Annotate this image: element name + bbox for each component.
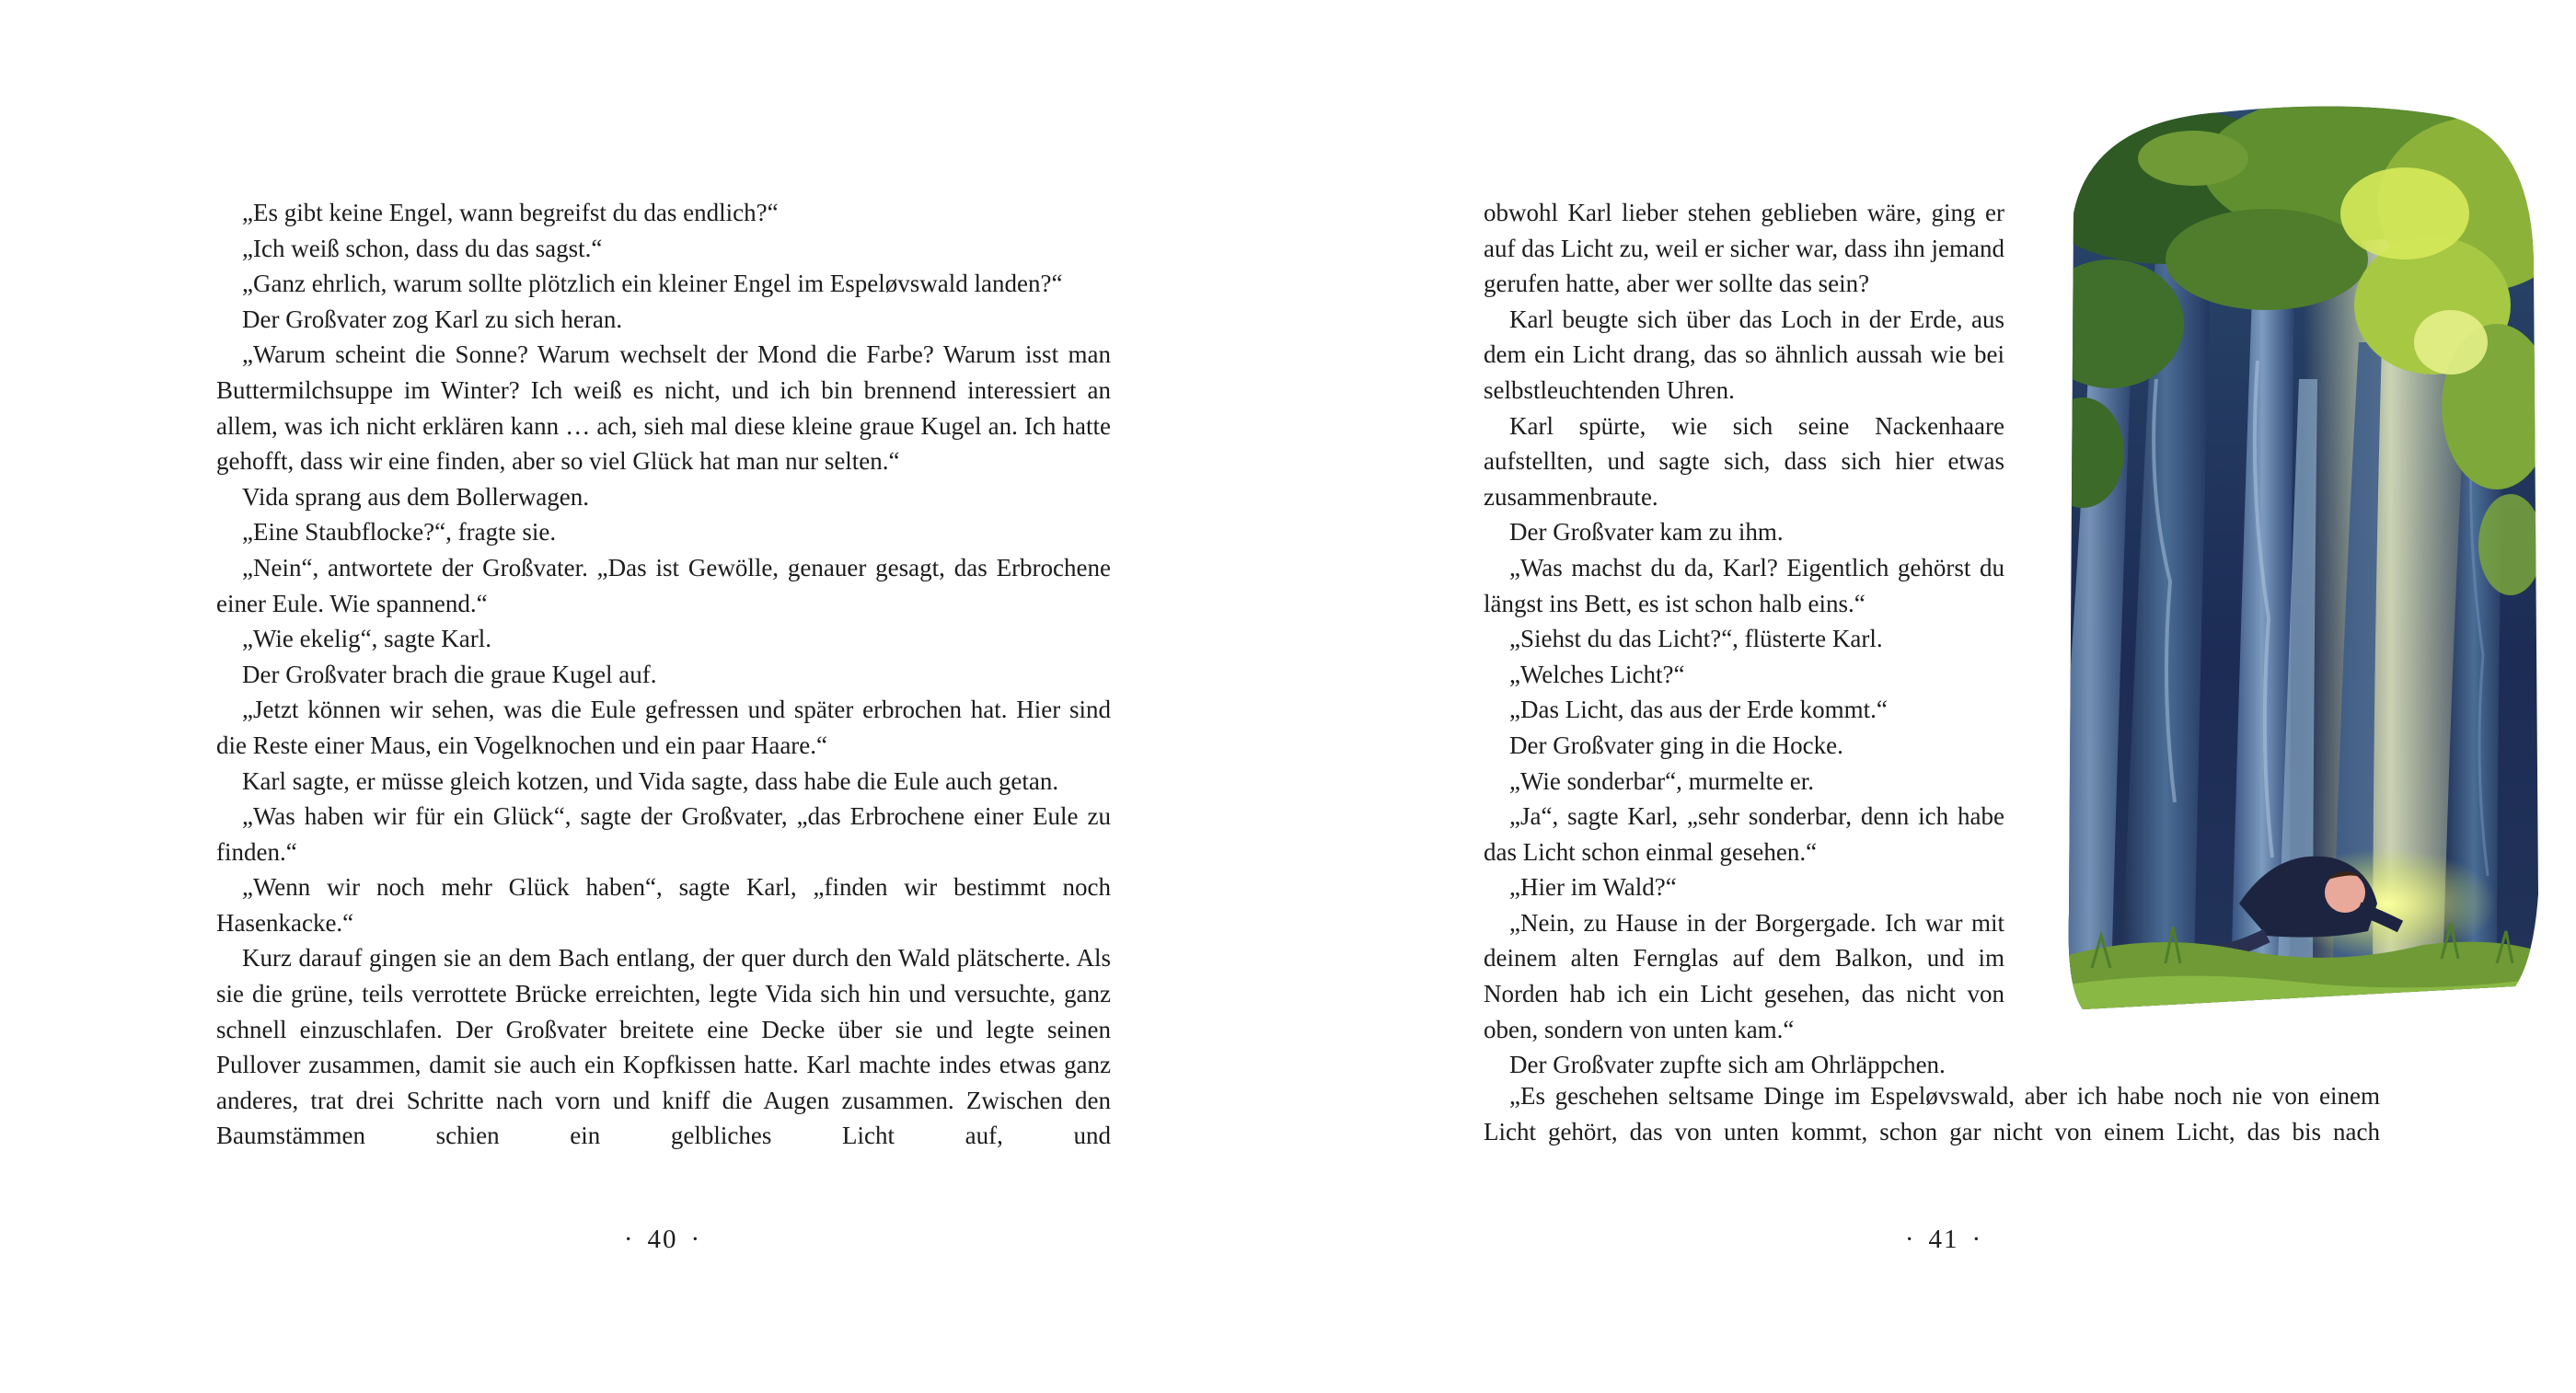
paragraph: „Warum scheint die Sonne? Warum wechselt der Mond die Farbe? Warum isst man Buttermilchsuppe im Winter? Ich weiß es nicht, und ich bin brennend interessiert an allem, was ich nicht erklären kann … ach, sieh mal diese kleine graue Kugel an. Ich hatte gehofft, dass wir eine finden, aber so viel Glück hat man nur selten.“ — [216, 340, 1111, 476]
page-number-dot: · — [623, 1225, 635, 1254]
paragraph: „Jetzt können wir sehen, was die Eule gefressen und später erbrochen hat. Hier sind die Reste einer Maus, ein Vogelknochen und ein paar Haare.“ — [216, 696, 1111, 759]
paragraph: Karl beugte sich über das Loch in der Erde, aus dem ein Licht drang, das so ähnlich aussah wie bei selbstleuchtenden Uhren. — [1484, 305, 2004, 404]
right-page — [1288, 0, 2576, 1393]
paragraph: „Was haben wir für ein Glück“, sagte der Großvater, „das Erbrochene einer Eule zu finden.“ — [216, 802, 1111, 866]
paragraph: „Ich weiß schon, dass du das sagst.“ — [242, 234, 603, 262]
page-number-dot: · — [690, 1225, 702, 1254]
page-number-value: 40 — [647, 1225, 678, 1254]
paragraph: „Was machst du da, Karl? Eigentlich gehörst du längst ins Bett, es ist schon halb eins.“ — [1484, 553, 2004, 617]
paragraph: Karl sagte, er müsse gleich kotzen, und Vida sagte, dass habe die Eule auch getan. — [242, 766, 1059, 795]
paragraph: „Welches Licht?“ — [1509, 660, 1685, 688]
paragraph: Der Großvater kam zu ihm. — [1509, 518, 1784, 547]
paragraph: „Wie ekelig“, sagte Karl. — [242, 625, 492, 653]
right-page-text-beside-illustration — [1484, 195, 2004, 1083]
paragraph: „Wenn wir noch mehr Glück haben“, sagte Karl, „finden wir bestimmt noch Hasenkacke.“ — [216, 873, 1111, 937]
paragraph: Vida sprang aus dem Bollerwagen. — [242, 482, 590, 511]
paragraph: Kurz darauf gingen sie an dem Bach entlang, der quer durch den Wald plätscherte. Als sie die grüne, teils verrottete Brücke erreichten, legte Vida sich hin und versuchte, ganz schnell einzuschlafen. Der Großvater breitete eine Decke über sie und legte seinen Pullover zusammen, damit sie auch ein Kopfkissen hatte. Karl machte indes etwas ganz anderes, trat drei Schritte nach vorn und kniff die Augen zusammen. Zwischen den Baumstämmen schien ein gelbliches Licht auf, und — [216, 944, 1111, 1150]
paragraph: Karl spürte, wie sich seine Nackenhaare aufstellten, und sagte sich, dass sich hier etwas zusammenbraute. — [1484, 411, 2004, 511]
forest-light-illustration — [2055, 103, 2548, 1019]
paragraph: „Ja“, sagte Karl, „sehr sonderbar, denn ich habe das Licht schon einmal gesehen.“ — [1484, 802, 2004, 866]
page-number — [1852, 1225, 2036, 1255]
paragraph: „Wie sonderbar“, murmelte er. — [1509, 766, 1815, 795]
paragraph: Der Großvater zog Karl zu sich heran. — [242, 305, 623, 333]
paragraph: „Eine Staubflocke?“, fragte sie. — [242, 518, 557, 547]
paragraph: „Es gibt keine Engel, wann begreifst du das endlich?“ — [242, 199, 779, 226]
left-page-text — [216, 195, 1111, 1154]
page-number-value: 41 — [1928, 1225, 1959, 1254]
paragraph: „Das Licht, das aus der Erde kommt.“ — [1509, 696, 1888, 724]
right-page-text-full-width — [1484, 1078, 2380, 1149]
paragraph: Der Großvater brach die graue Kugel auf. — [242, 660, 657, 688]
paragraph: „Ganz ehrlich, warum sollte plötzlich ein kleiner Engel im Espeløvswald landen?“ — [242, 270, 1063, 298]
page-number-dot: · — [1904, 1225, 1916, 1254]
paragraph: „Siehst du das Licht?“, flüsterte Karl. — [1509, 625, 1883, 653]
page-number-dot: · — [1971, 1225, 1983, 1254]
paragraph: Der Großvater zupfte sich am Ohrläppchen. — [1509, 1051, 1946, 1079]
paragraph: Der Großvater ging in die Hocke. — [1509, 731, 1843, 759]
page-number — [571, 1225, 755, 1255]
paragraph: obwohl Karl lieber stehen geblieben wäre, ging er auf das Licht zu, weil er sicher war, dass ihn jemand gerufen hatte, aber wer sollte das sein? — [1484, 199, 2004, 298]
paragraph: „Nein, zu Hause in der Borgergade. Ich war mit deinem alten Fernglas auf dem Balkon, und im Norden hab ich ein Licht gesehen, das nicht von oben, sondern von unten kam.“ — [1484, 908, 2004, 1043]
paragraph: „Nein“, antwortete der Großvater. „Das ist Gewölle, genauer gesagt, das Erbrochene einer Eule. Wie spannend.“ — [216, 553, 1111, 617]
paragraph: „Hier im Wald?“ — [1509, 873, 1677, 902]
paragraph: „Es geschehen seltsame Dinge im Espeløvswald, aber ich habe noch nie von einem Licht gehört, das von unten kommt, schon gar nicht von einem Licht, das bis nach — [1484, 1082, 2380, 1145]
